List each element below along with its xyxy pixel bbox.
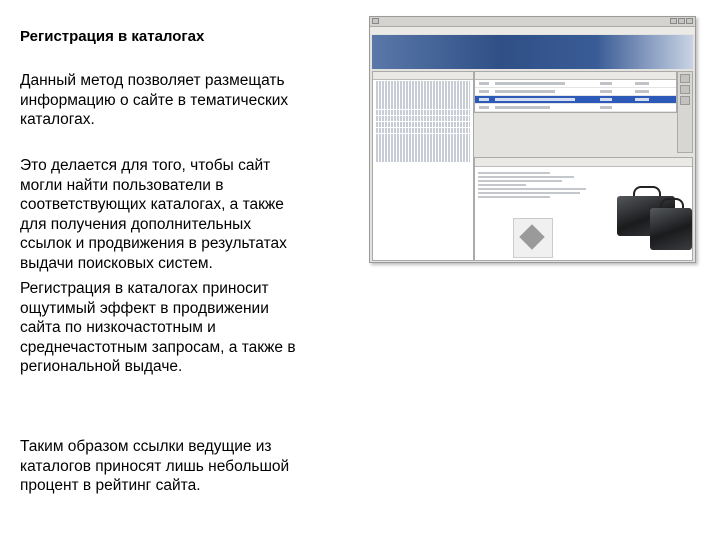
tree-row — [376, 134, 470, 139]
grid-row-selected — [475, 96, 676, 104]
tree-row — [376, 122, 470, 127]
grid-row — [475, 104, 676, 112]
window-icon — [372, 18, 379, 24]
tree-row — [376, 139, 470, 144]
paragraph-purpose: Это делается для того, чтобы сайт могли найти пользователи в соответствующих каталогах, а также для получения дополнительных ссылок и продвижения в результатах выдачи поисковых систем. — [20, 157, 287, 272]
maximize-icon — [678, 18, 685, 24]
catalog-software-screenshot — [369, 16, 696, 263]
catalog-list-grid — [474, 71, 677, 113]
grid-row — [475, 88, 676, 96]
tree-row — [376, 151, 470, 156]
category-tree-panel — [372, 71, 474, 261]
tree-row — [376, 128, 470, 133]
tree-header — [373, 72, 473, 80]
toolbar-button — [680, 96, 690, 105]
tree-row — [376, 145, 470, 150]
bag-image — [650, 208, 692, 250]
tree-row — [376, 104, 470, 109]
minimize-icon — [670, 18, 677, 24]
app-banner — [372, 35, 693, 69]
catalog-detail-panel — [474, 157, 693, 261]
grid-row — [475, 80, 676, 88]
tree-row — [376, 92, 470, 97]
tree-row — [376, 98, 470, 103]
grid-side-toolbar — [677, 71, 693, 153]
paragraph-method: Данный метод позволяет размещать информацию о сайте в тематических каталогах. — [20, 72, 289, 129]
paragraph-conclusion: Таким образом ссылки ведущие из каталогов приносят лишь небольшой процент в рейтинг сайта. — [20, 438, 290, 495]
slide-title: Регистрация в каталогах — [20, 28, 205, 45]
tree-row — [376, 157, 470, 162]
toolbar-button — [680, 74, 690, 83]
window-titlebar — [370, 17, 695, 27]
toolbar-button — [680, 85, 690, 94]
tree-row — [376, 116, 470, 121]
tree-row — [376, 86, 470, 91]
paragraph-effect: Регистрация в каталогах приносит ощутимый эффект в продвижении сайта по низкочастотным и среднечастотным запросам, а также в региональной выдаче. — [20, 280, 296, 376]
tree-row — [376, 110, 470, 115]
window-menubar — [370, 27, 695, 34]
grid-header — [475, 72, 676, 80]
catalog-stamp-image — [513, 218, 553, 258]
detail-header — [475, 158, 692, 167]
tree-row — [376, 81, 470, 86]
close-icon — [686, 18, 693, 24]
detail-text-block — [478, 170, 598, 200]
